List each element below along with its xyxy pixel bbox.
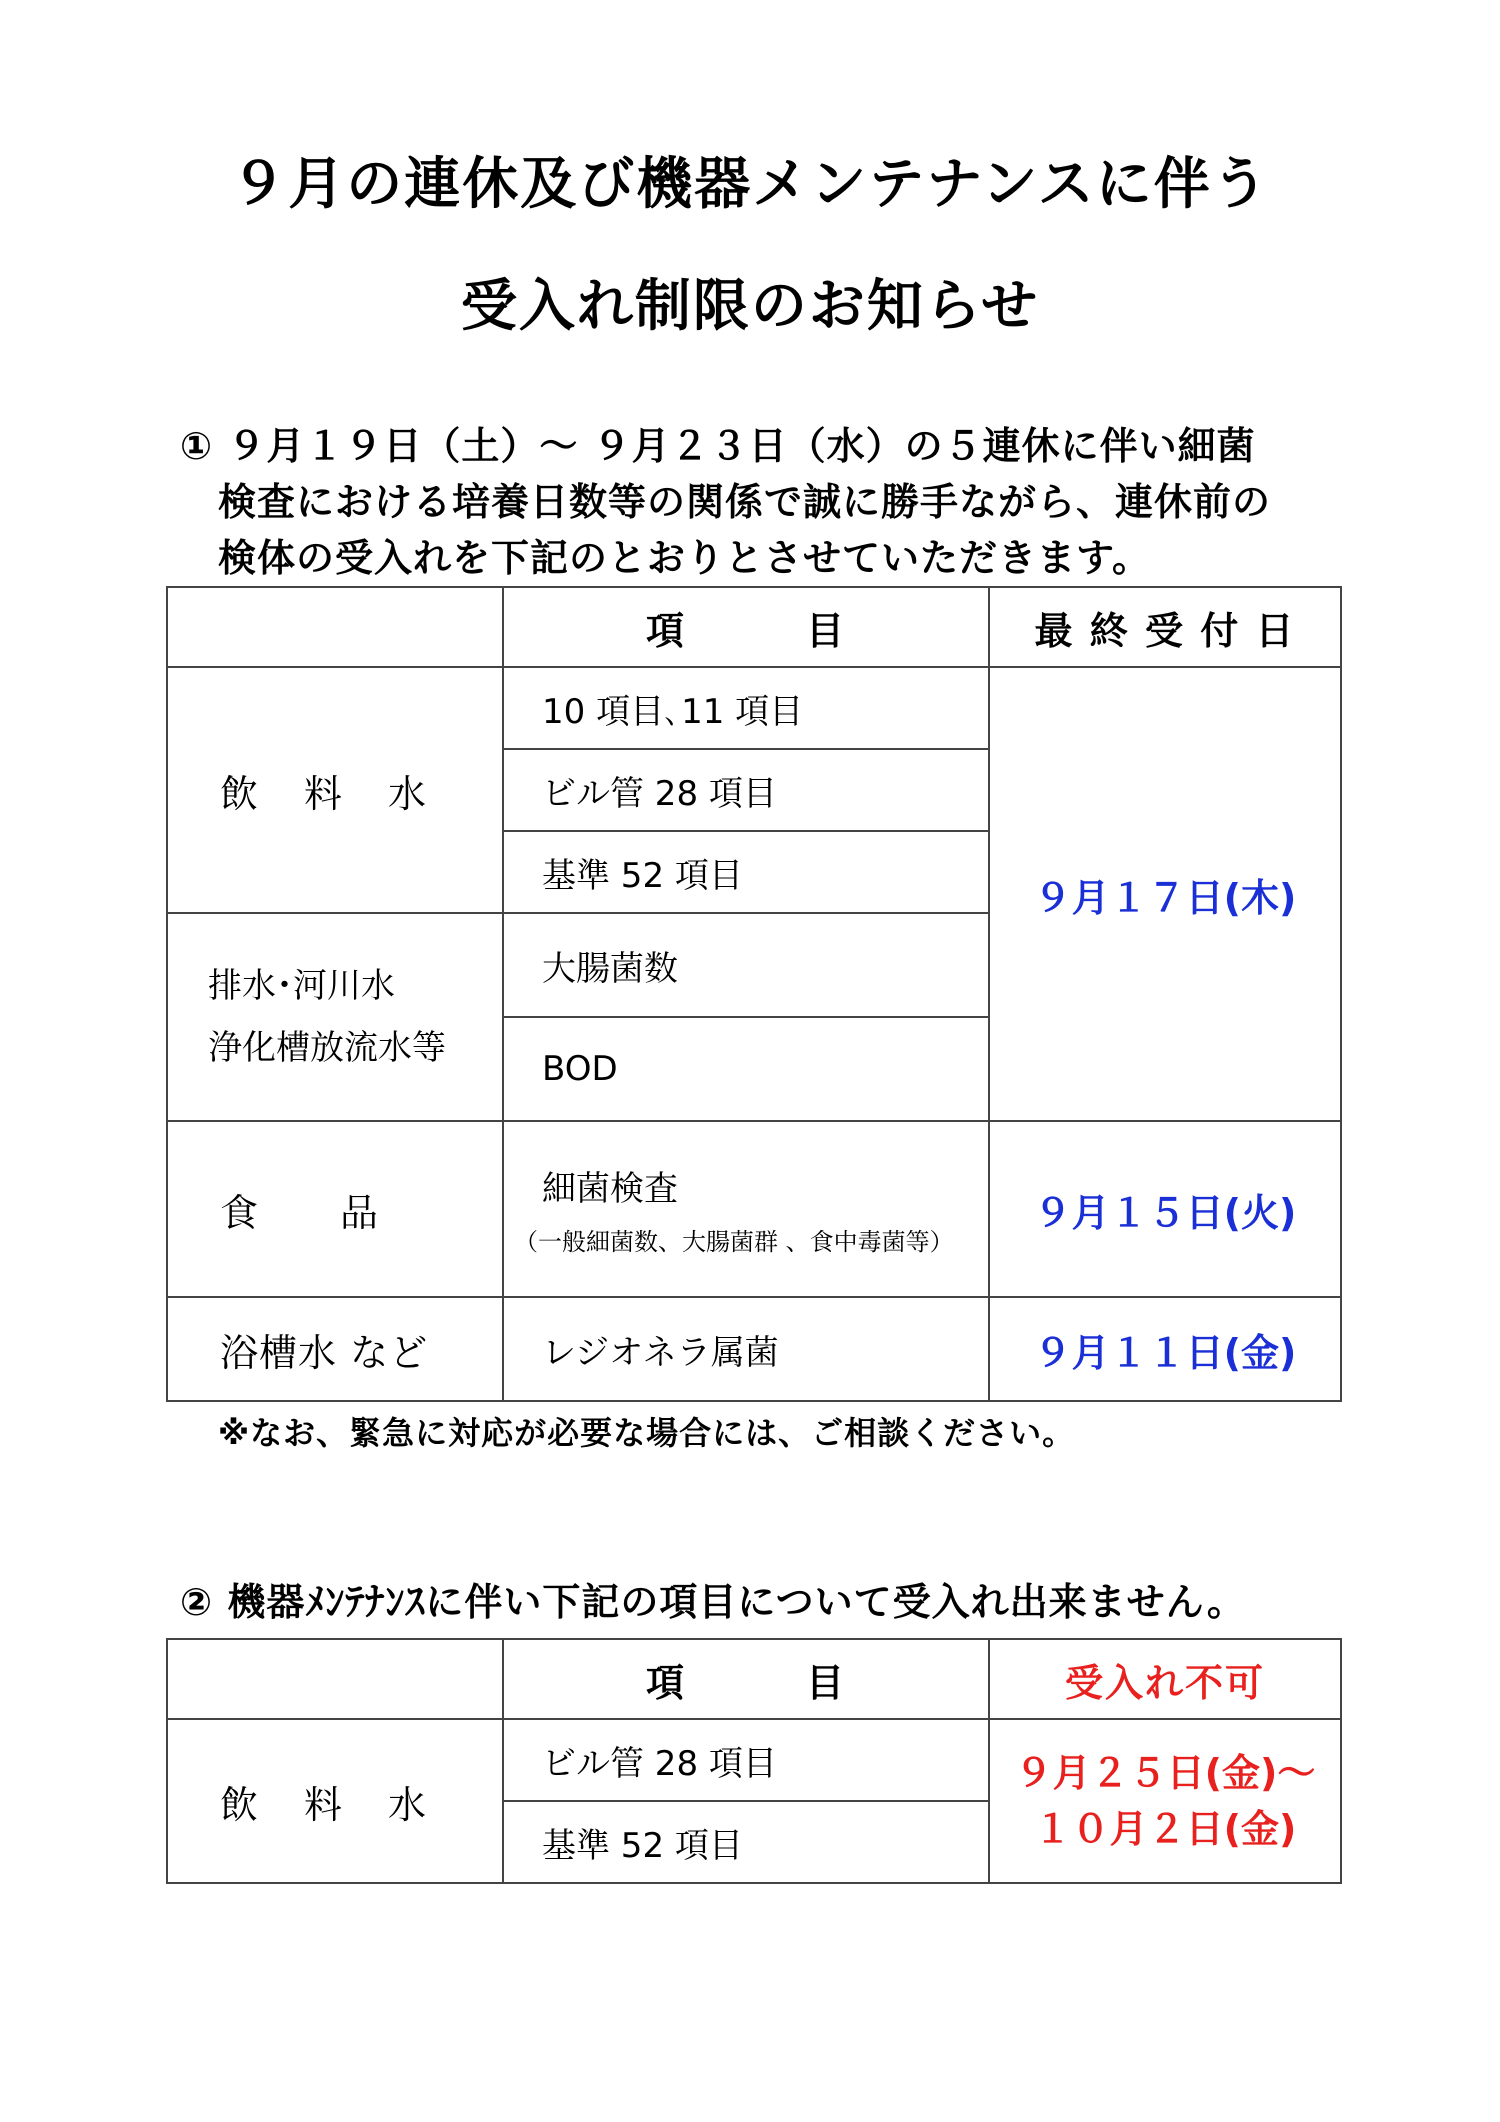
category-drinking-water: 飲 料 水: [167, 667, 503, 913]
section1-line-1: ① ９月１９日（土）～ ９月２３日（水）の５連休に伴い細菌: [180, 424, 1256, 468]
item-bacteria-detail: （一般細菌数、大腸菌群 、食中毒菌等）: [514, 1228, 954, 1256]
header-empty-cell: [167, 1639, 503, 1719]
category-wastewater: [167, 913, 503, 1121]
category-drinking-water: 飲 料 水: [167, 1719, 503, 1883]
section1-line-3: 検体の受入れを下記のとおりとさせていただきます。: [218, 536, 1151, 580]
deadline-0915: ９月１５日(火): [989, 1121, 1341, 1297]
item-10-11: 10 項目､11 項目: [503, 667, 989, 749]
table-row: [167, 667, 1341, 749]
item-kijun-52: 基準 52 項目: [503, 1801, 989, 1883]
unavailable-table: [166, 1638, 1342, 1884]
cutoff-table: [166, 586, 1342, 1402]
section1-line-2: 検査における培養日数等の関係で誠に勝手ながら、連休前の: [218, 480, 1272, 524]
item-bacteria-cell: [503, 1121, 989, 1297]
table-row: [167, 1719, 1341, 1801]
category-wastewater-line-1: 排水･河川水: [208, 966, 395, 1006]
deadline-0917: ９月１７日(木): [989, 667, 1341, 1121]
item-bacteria: 細菌検査: [542, 1169, 678, 1209]
item-coliform: 大腸菌数: [503, 913, 989, 1017]
table-row: [167, 1297, 1341, 1401]
header-item: 項 目: [503, 587, 989, 667]
item-kijun-52: 基準 52 項目: [503, 831, 989, 913]
table-header-row: [167, 1639, 1341, 1719]
category-wastewater-line-2: 浄化槽放流水等: [208, 1028, 446, 1068]
category-bath-water: 浴槽水 など: [167, 1297, 503, 1401]
page-title-line-2: 受入れ制限のお知らせ: [460, 274, 1040, 339]
urgent-note: ※なお、緊急に対応が必要な場合には、ご相談ください。: [218, 1414, 1076, 1452]
unavailable-period-end: １０月２日(金): [1033, 1807, 1297, 1851]
header-item: 項 目: [503, 1639, 989, 1719]
table-header-row: [167, 587, 1341, 667]
header-empty-cell: [167, 587, 503, 667]
item-bod: BOD: [503, 1017, 989, 1121]
table-row: [167, 1121, 1341, 1297]
item-legionella: レジオネラ属菌: [503, 1297, 989, 1401]
unavailable-period: [989, 1719, 1341, 1883]
header-unavailable: 受入れ不可: [989, 1639, 1341, 1719]
item-bill-28: ビル管 28 項目: [503, 1719, 989, 1801]
category-food: 食 品: [167, 1121, 503, 1297]
header-deadline: 最 終 受 付 日: [989, 587, 1341, 667]
item-bill-28: ビル管 28 項目: [503, 749, 989, 831]
page-title-line-1: ９月の連休及び機器メンテナンスに伴う: [230, 152, 1270, 217]
deadline-0911: ９月１１日(金): [989, 1297, 1341, 1401]
section2-heading: ② 機器ﾒﾝﾃﾅﾝｽに伴い下記の項目について受入れ出来ません。: [180, 1580, 1246, 1624]
unavailable-period-start: ９月２５日(金)～: [1014, 1751, 1316, 1795]
